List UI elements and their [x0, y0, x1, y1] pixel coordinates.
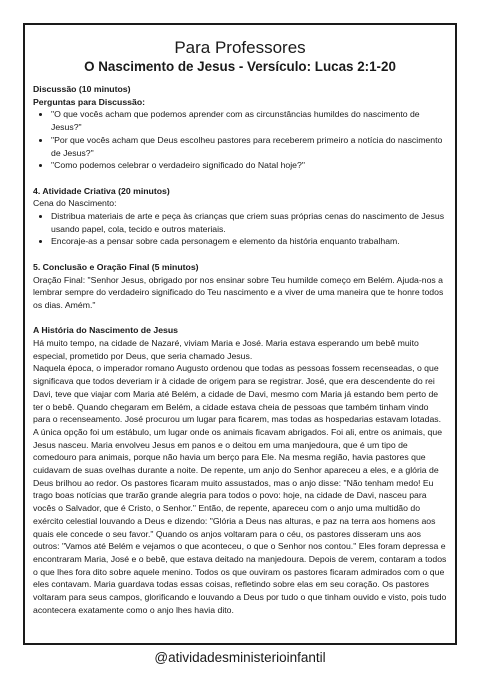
question-item: • "Por que vocês acham que Deus escolheu pastores para receberem primeiro a notícia do nascimento de Jesus?": [51, 134, 447, 159]
page-subtitle: O Nascimento de Jesus - Versículo: Lucas 2:1-20: [84, 59, 396, 74]
question-item: • "O que vocês acham que podemos aprender com as circunstâncias humildes do nascimento de Jesus?": [51, 108, 447, 133]
activity-list: [33, 210, 447, 248]
social-handle: @atividadesministerioinfantil: [154, 650, 326, 665]
activity-intro: Cena do Nascimento:: [33, 198, 117, 209]
activity-item: • Distribua materiais de arte e peça às crianças que criem suas próprias cenas do nascimento de Jesus usando papel, cola, tecido e outros materiais.: [51, 210, 447, 235]
discussion-section: [33, 83, 447, 616]
final-prayer-text: Oração Final: "Senhor Jesus, obrigado por nos ensinar sobre Teu humilde começo em Belém. Ajuda-nos a lembrar sempre do verdadeiro significado do Teu nascimento e a viver de uma maneira que te honre todos os dias. Amém.": [33, 274, 444, 310]
activity-heading: 4. Atividade Criativa (20 minutos): [33, 185, 170, 196]
question-item: • "Como podemos celebrar o verdadeiro significado do Natal hoje?": [51, 159, 447, 172]
activity-item: • Encoraje-as a pensar sobre cada personagem e elemento da história enquanto trabalham.: [51, 235, 447, 248]
story-paragraph: Há muito tempo, na cidade de Nazaré, viviam Maria e José. Maria estava esperando um bebê muito especial, prometido por Deus, que seria chamado Jesus.: [33, 338, 419, 361]
questions-list: [33, 108, 447, 172]
questions-heading: Perguntas para Discussão:: [33, 96, 146, 107]
discussion-heading: Discussão (10 minutos): [33, 84, 131, 94]
story-paragraph: Naquela época, o imperador romano Augusto ordenou que todas as pessoas fossem recenseadas, o que significava que todos deveriam ir à cidade de origem para se registrar. José, que era descendente do rei Davi, teve que viajar com Maria até Belém, a cidade de Davi, mesmo com Maria já estando bem perto de ter o bebê. Quando chegaram em Belém, a cidade estava cheia de pessoas que também tinham vindo para o recenseamento. José procurou um lugar para ficarem, mas todas as hospedarias estavam lotadas. A única opção foi um estábulo, um lugar onde os animais ficavam abrigados. Foi ali, entre os animais, que Jesus nasceu. Maria envolveu Jesus em panos e o deitou em uma manjedoura, que é um tipo de comedouro para animais, porque não havia um berço para Ele. Na mesma região, havia pastores que cuidavam de suas ovelhas durante a noite. De repente, um anjo do Senhor apareceu a eles, e a glória de Deus brilhou ao redor. Os pastores ficaram muito assustados, mas o anjo disse: "Não tenham medo! Eu trago boas notícias que trarão grande alegria para todos o povo: hoje, na cidade de Davi, nasceu para vocês o Salvador, que é Cristo, o Senhor." Então, de repente, apareceu com o anjo uma multidão do exército celestial louvando a Deus e dizendo: "Glória a Deus nas alturas, e paz na terra aos homens aos quais ele concede o seu favor." Quando os anjos voltaram para o céu, os pastores disseram uns aos outros: "Vamos até Belém e vejamos o que aconteceu, o que o Senhor nos contou." Eles foram depressa e encontraram Maria, José e o bebê, que estava deitado na manjedoura. Depois de verem, contaram a todos o que lhes fora dito sobre aquele menino. Todos os que ouviram os pastores ficaram admirados com o que eles contavam. Maria guardava todas essas coisas, refletindo sobre elas em seu coração. Os pastores voltaram para seus campos, glorificando e louvando a Deus por tudo o que tinham ouvido e visto, pois tudo acontecera exatamente como o anjo lhes havia dito.: [33, 363, 447, 615]
page-title: Para Professores: [174, 38, 306, 57]
conclusion-heading: 5. Conclusão e Oração Final (5 minutos): [33, 261, 199, 272]
story-heading: A História do Nascimento de Jesus: [33, 325, 178, 336]
worksheet-content: [33, 38, 447, 616]
